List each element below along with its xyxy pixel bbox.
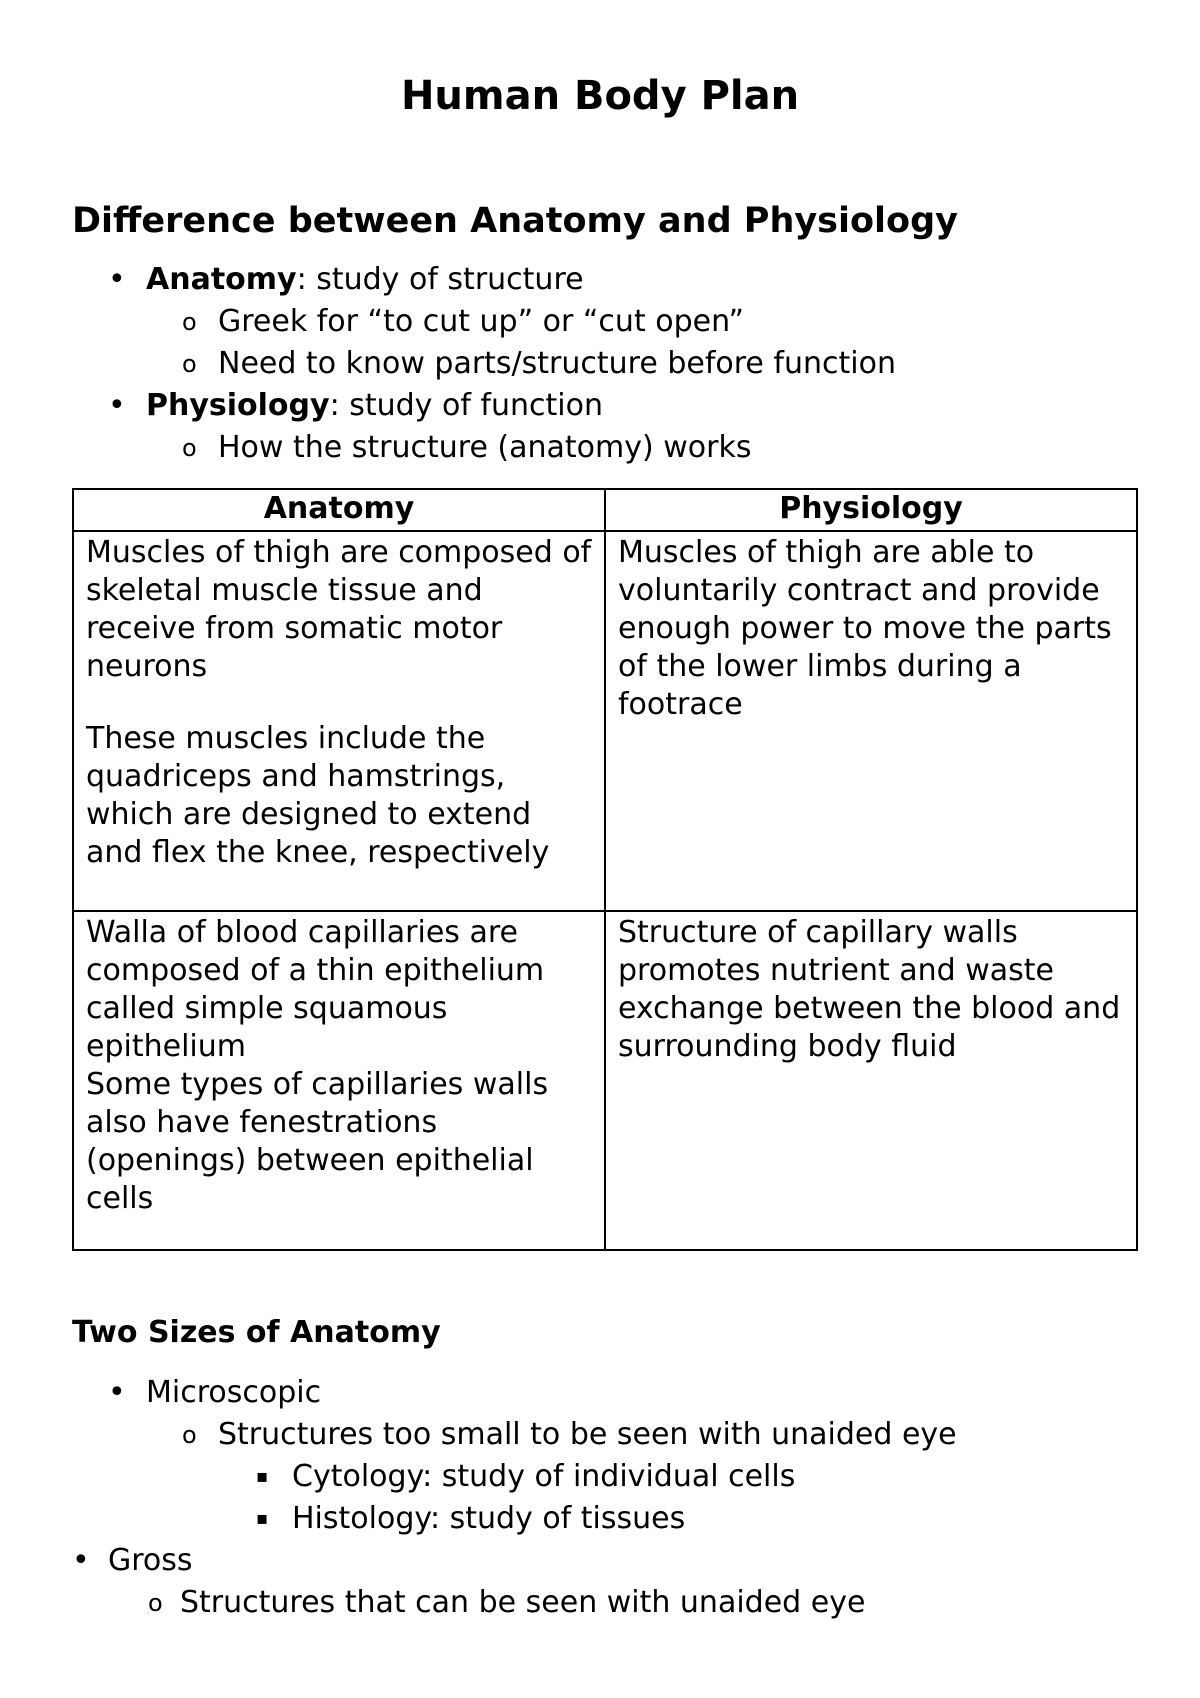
list-subitem	[72, 1414, 957, 1456]
list-subitem	[72, 301, 896, 343]
bullet-icon	[108, 259, 126, 301]
table-cell-physiology	[605, 531, 1137, 911]
physiology-term: Physiology	[146, 388, 330, 423]
cell-paragraph: Some types of capillaries walls also have fenestrations (openings) between epithelial cells	[86, 1067, 549, 1216]
physiology-definition: : study of function	[329, 388, 603, 423]
item-text: Microscopic	[146, 1375, 322, 1410]
section-heading-two-sizes: Two Sizes of Anatomy	[72, 1315, 441, 1350]
comparison-table	[72, 488, 1138, 1251]
table-row	[73, 531, 1137, 911]
bullet-icon	[108, 385, 126, 427]
circle-bullet-icon	[182, 1414, 197, 1456]
cell-paragraph: These muscles include the quadriceps and hamstrings, which are designed to extend and flex the knee, respectively	[86, 721, 550, 870]
list-subitem	[72, 427, 896, 469]
circle-bullet-icon	[182, 427, 197, 469]
section-heading-anatomy-physiology: Difference between Anatomy and Physiology	[72, 201, 958, 241]
square-bullet-icon	[256, 1456, 268, 1498]
table-cell-anatomy	[73, 911, 605, 1250]
subsubitem-text: Cytology: study of individual cells	[292, 1459, 796, 1494]
item-text: Gross	[108, 1543, 193, 1578]
circle-bullet-icon	[182, 301, 197, 343]
list-item-gross	[72, 1540, 957, 1582]
table-header-row	[73, 489, 1137, 531]
subitem-text: Structures that can be seen with unaided eye	[180, 1585, 866, 1620]
bullet-icon	[72, 1540, 90, 1582]
column-header-anatomy: Anatomy	[73, 489, 605, 531]
table-cell-anatomy	[73, 531, 605, 911]
cell-paragraph: Structure of capillary walls promotes nutrient and waste exchange between the blood and surrounding body fluid	[618, 915, 1121, 1064]
column-header-physiology: Physiology	[605, 489, 1137, 531]
list-subsubitem	[72, 1498, 957, 1540]
cell-paragraph: Muscles of thigh are composed of skeletal muscle tissue and receive from somatic motor neurons	[86, 535, 592, 684]
cell-paragraph: Walla of blood capillaries are composed of a thin epithelium called simple squamous epithelium	[86, 915, 545, 1064]
page-title: Human Body Plan	[400, 73, 800, 119]
two-sizes-list	[72, 1372, 957, 1624]
square-bullet-icon	[256, 1498, 268, 1540]
circle-bullet-icon	[182, 343, 197, 385]
list-subsubitem	[72, 1456, 957, 1498]
subitem-text: Structures too small to be seen with unaided eye	[218, 1417, 957, 1452]
list-item-anatomy	[72, 259, 896, 301]
list-item-microscopic	[72, 1372, 957, 1414]
cell-paragraph: Muscles of thigh are able to voluntarily contract and provide enough power to move the parts of the lower limbs during a footrace	[618, 535, 1112, 722]
anatomy-term: Anatomy	[146, 262, 297, 297]
list-subitem	[72, 1582, 957, 1624]
table-cell-physiology	[605, 911, 1137, 1250]
anatomy-definition: : study of structure	[296, 262, 584, 297]
subitem-text: Need to know parts/structure before function	[218, 346, 896, 381]
subsubitem-text: Histology: study of tissues	[292, 1501, 686, 1536]
list-item-physiology	[72, 385, 896, 427]
circle-bullet-icon	[148, 1582, 163, 1624]
subitem-text: Greek for “to cut up” or “cut open”	[218, 304, 745, 339]
subitem-text: How the structure (anatomy) works	[218, 430, 752, 465]
table-row	[73, 911, 1137, 1250]
anatomy-physiology-list	[72, 259, 896, 469]
bullet-icon	[108, 1372, 126, 1414]
list-subitem	[72, 343, 896, 385]
